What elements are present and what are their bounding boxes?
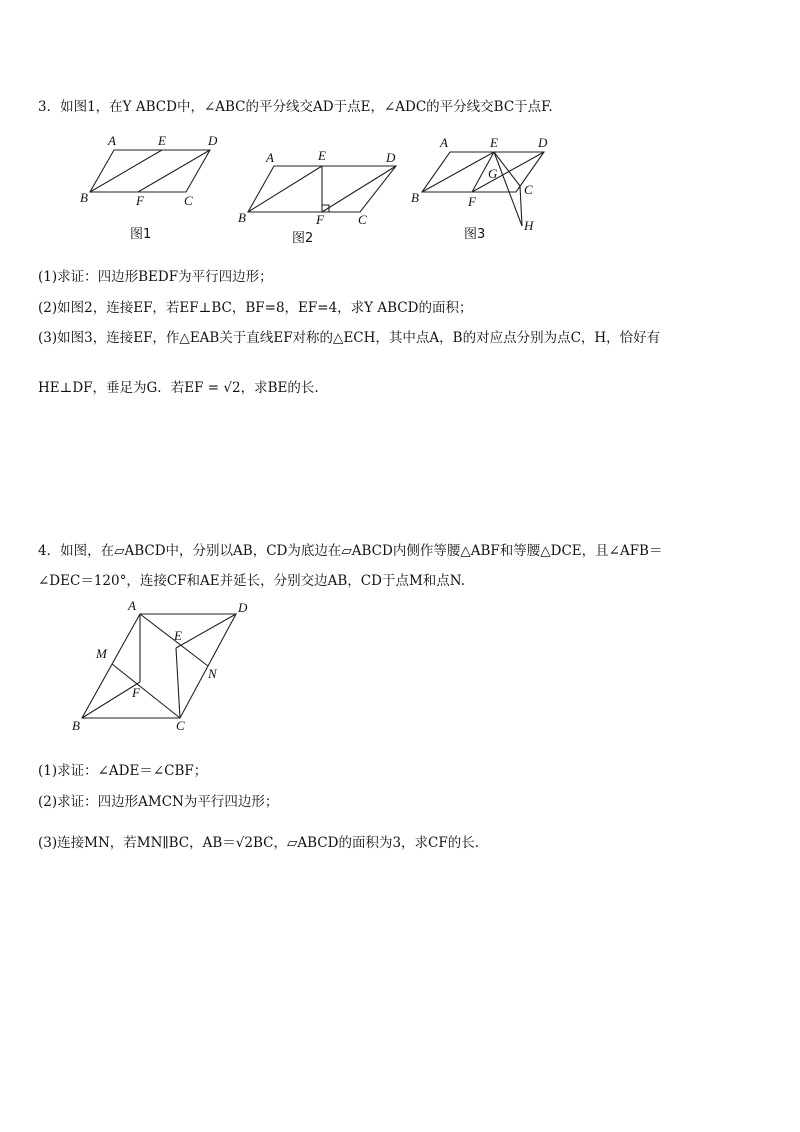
fig3-label-e: E bbox=[490, 135, 498, 150]
problem3-stem: 3．如图1，在Y ABCD中，∠ABC的平分线交AD于点E，∠ADC的平分线交BC于点F. bbox=[38, 99, 553, 115]
fig1-label-b: B bbox=[80, 190, 88, 205]
fig4-label-b: B bbox=[72, 718, 80, 733]
fig2-segment-df bbox=[322, 166, 396, 212]
figure-1 bbox=[78, 128, 218, 248]
problem3-question-2: (2)如图2，连接EF，若EF⊥BC，BF=8，EF=4，求Y ABCD的面积； bbox=[38, 300, 473, 316]
fig2-label-e: E bbox=[318, 148, 326, 163]
figure-4 bbox=[68, 596, 268, 736]
problem4-question-3: (3)连接MN，若MN∥BC，AB＝√2BC，▱ABCD的面积为3，求CF的长. bbox=[38, 835, 480, 851]
problem3-question-3-line2: HE⊥DF，垂足为G．若EF = √2，求BE的长. bbox=[38, 380, 319, 396]
figure-2 bbox=[236, 146, 406, 250]
fig2-label-b: B bbox=[238, 210, 246, 225]
fig2-label-a: A bbox=[266, 150, 274, 165]
fig4-segment-ce bbox=[176, 648, 180, 718]
fig1-segment-be bbox=[90, 150, 162, 192]
fig4-label-f: F bbox=[132, 685, 140, 700]
fig1-label-a: A bbox=[108, 133, 116, 148]
fig4-segment-cm bbox=[112, 664, 180, 718]
figure-3 bbox=[408, 130, 558, 242]
fig4-label-e: E bbox=[174, 628, 182, 643]
fig2-label-c: C bbox=[358, 212, 367, 227]
problem4-stem-line1: 4．如图，在▱ABCD中，分别以AB，CD为底边在▱ABCD内侧作等腰△ABF和等腰△DCE，且∠AFB＝ bbox=[38, 543, 663, 559]
fig1-label-c: C bbox=[184, 193, 193, 208]
fig2-label-d: D bbox=[386, 150, 396, 165]
fig3-segment-ec bbox=[494, 152, 520, 186]
fig3-label-f: F bbox=[468, 194, 476, 209]
fig1-caption: 图1 bbox=[130, 227, 152, 242]
problem3-question-1: (1)求证：四边形BEDF为平行四边形； bbox=[38, 269, 273, 285]
fig3-label-c: C bbox=[524, 182, 533, 197]
fig2-label-f: F bbox=[316, 212, 324, 227]
fig2-caption: 图2 bbox=[292, 231, 314, 246]
fig3-label-d: D bbox=[538, 135, 548, 150]
fig3-label-b: B bbox=[411, 190, 419, 205]
problem4-stem-line2: ∠DEC＝120°，连接CF和AE并延长，分别交边AB，CD于点M和点N. bbox=[38, 573, 466, 589]
fig3-label-g: G bbox=[488, 166, 498, 181]
fig3-label-a: A bbox=[440, 135, 448, 150]
fig4-label-d: D bbox=[238, 600, 248, 615]
problem4-question-1: (1)求证：∠ADE＝∠CBF； bbox=[38, 763, 208, 779]
fig1-label-d: D bbox=[208, 133, 218, 148]
fig1-segment-df bbox=[138, 150, 210, 192]
problem4-question-2: (2)求证：四边形AMCN为平行四边形； bbox=[38, 794, 279, 810]
fig4-label-c: C bbox=[176, 718, 185, 733]
fig1-label-f: F bbox=[136, 193, 144, 208]
fig3-label-h: H bbox=[524, 218, 534, 233]
problem3-question-3-line1: (3)如图3，连接EF，作△EAB关于直线EF对称的△ECH，其中点A，B的对应点分别为点C，H，恰好有 bbox=[38, 330, 661, 346]
fig4-label-m: M bbox=[96, 646, 107, 661]
fig3-caption: 图3 bbox=[464, 227, 486, 242]
fig1-parallelogram bbox=[90, 150, 210, 192]
fig4-label-a: A bbox=[128, 598, 136, 613]
fig2-segment-be bbox=[248, 166, 322, 212]
fig4-label-n: N bbox=[208, 666, 217, 681]
fig1-label-e: E bbox=[158, 133, 166, 148]
